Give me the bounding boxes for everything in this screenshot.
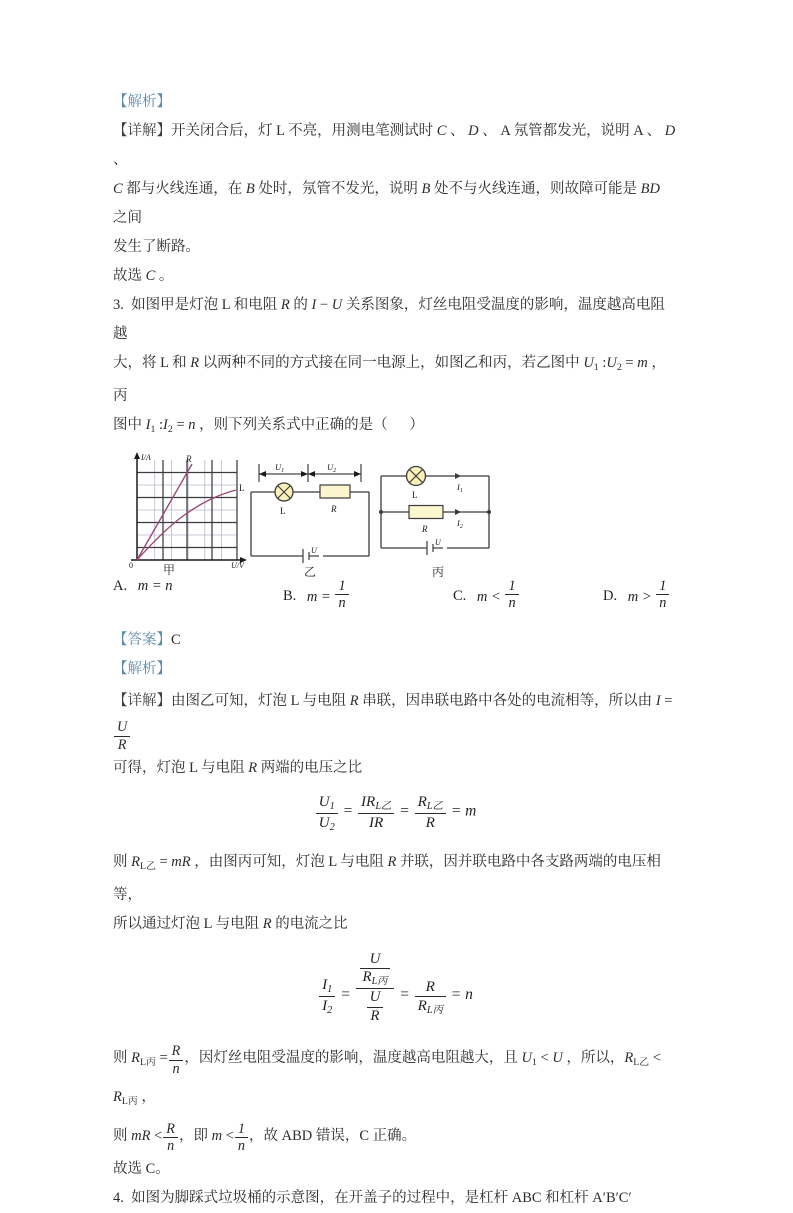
eq1-result: m	[465, 802, 477, 820]
eq2-equals-2: =	[399, 985, 410, 1003]
eq2-result: n	[465, 985, 473, 1003]
q3-detail-p4-wrap	[113, 910, 678, 939]
choice-c[interactable]	[453, 578, 520, 613]
analysis-tag: 【解析】	[113, 94, 171, 110]
page-content	[113, 88, 678, 1213]
q2-detail-line2: C 都与火线连通，在 B 处时，氖管不发光，说明 B 处不与火线连通，则故障可能是 BD 之间	[113, 181, 660, 226]
choice-d-numerator: 1	[656, 578, 669, 596]
eq4-right-denominator: n	[237, 1138, 245, 1155]
eq1-left-fraction	[316, 793, 338, 834]
choice-a-text: m = n	[137, 577, 173, 594]
curve-label-resistor: R	[186, 453, 192, 464]
eq3-fraction	[169, 1043, 184, 1078]
q3-stem-line1: 如图甲是灯泡 L 和电阻 R 的 I − U 关系图象，灯丝电阻受温度的影响，温度越高电阻越	[113, 297, 665, 342]
eq2-equals-1: =	[340, 985, 351, 1003]
voltage-label-2: $U_2$	[327, 461, 337, 474]
eq1-mid2-fraction	[415, 793, 446, 832]
x-axis-label: U/V	[231, 560, 244, 570]
eq2-inner-den-top: U	[367, 989, 384, 1008]
detail-tag: 【详解】	[113, 123, 171, 139]
eq4-right-numerator: 1	[235, 1121, 248, 1139]
eq1-mid1-den: IR	[369, 813, 384, 831]
junction-left	[379, 510, 383, 514]
q3-stem-line2-wrap	[113, 349, 678, 411]
y-axis-arrow	[134, 452, 140, 459]
q2-conclusion-wrap	[113, 262, 678, 291]
choice-c-label: C.	[453, 588, 467, 605]
origin-label: 0	[129, 560, 133, 570]
choice-d-label: D.	[603, 588, 618, 605]
choice-c-fraction	[505, 578, 518, 613]
q3-detail-p3-wrap	[113, 848, 678, 910]
dim-arrow-2	[301, 471, 308, 477]
figure-iu-graph	[113, 446, 253, 577]
choice-b-denominator: n	[338, 595, 346, 612]
parallel-circuit-svg	[371, 452, 505, 572]
q3-detail-p3: 则 $R_{L乙}$ = mR ，由图丙可知，灯泡 L 与电阻 R 并联，因并联电路中各支路两端的电压相等，	[113, 854, 661, 903]
eq1-equals-1: =	[342, 802, 354, 820]
eq1-mid1-num: $IR_{L乙}$	[358, 793, 394, 814]
q2-detail-line1: 开关闭合后，灯 L 不亮，用测电笔测试时 C 、 D 、 A 氖管都发光，说明 A 、 D 、	[113, 123, 676, 168]
choice-d-denominator: n	[659, 595, 667, 612]
q3-detail-p1-text: 由图乙可知，灯泡 L 与电阻 R 串联，因串联电路中各处的电流相等，所以由 I =	[171, 692, 673, 709]
q3-analysis-tag: 【解析】	[113, 660, 171, 677]
dim-arrow-4	[354, 471, 361, 477]
ohm-denominator: R	[117, 737, 127, 754]
choice-d-lhs: m >	[627, 588, 652, 605]
choice-d-fraction	[656, 578, 669, 613]
parallel-resistor-symbol	[409, 505, 443, 518]
choice-a[interactable]	[113, 578, 173, 595]
eq2-right-den: $R_{L丙}$	[417, 997, 443, 1017]
ohm-numerator: U	[114, 719, 130, 737]
q2-detail-line3: 发生了断路。	[113, 239, 200, 255]
choice-b-numerator: 1	[335, 578, 348, 596]
q3-detail-p6-wrap	[113, 1119, 678, 1155]
eq2-complex-fraction	[356, 951, 395, 1025]
equation-1	[113, 793, 678, 834]
figure-series-caption: 乙	[303, 564, 316, 579]
eq3-numerator: R	[169, 1043, 184, 1061]
q3-detail-p2-wrap	[113, 754, 678, 783]
figure-series-circuit	[245, 452, 375, 579]
eq2-inner-den-fraction	[367, 989, 384, 1025]
eq4-left-fraction	[163, 1121, 178, 1156]
answer-tag: 【答案】	[113, 631, 171, 648]
parallel-current-label-2: $I_2$	[457, 517, 463, 530]
eq2-left-den: $I_2$	[322, 997, 333, 1017]
dim-arrow-1	[259, 471, 266, 477]
eq2-inner-num-fraction	[360, 951, 391, 988]
q4-stem-wrap	[113, 1184, 678, 1213]
choice-c-numerator: 1	[505, 578, 518, 596]
q2-detail-paragraph	[113, 117, 678, 175]
choice-b[interactable]	[283, 578, 350, 613]
q3-stem-line1-wrap	[113, 291, 678, 349]
q3-detail-p5-lead: 则 $R_{L丙}$ =	[113, 1050, 168, 1068]
q2-conclusion: 故选 C 。	[113, 268, 174, 284]
q2-detail-line2-wrap	[113, 175, 678, 233]
eq2-left-num: $I_1$	[319, 976, 335, 997]
eq2-left-fraction	[319, 976, 335, 1017]
q3-detail-p6-mid: ，即 m <	[178, 1127, 234, 1144]
figure-graph-caption: 甲	[162, 562, 175, 577]
q3-detail-p2: 可得，灯泡 L 与电阻 R 两端的电压之比	[113, 759, 363, 776]
q4-number: 4.	[113, 1190, 124, 1207]
q2-detail-line3-wrap	[113, 233, 678, 262]
eq2-inner-den-bot: R	[370, 1007, 380, 1024]
choice-b-label: B.	[283, 588, 297, 605]
series-source-label: U	[311, 545, 317, 555]
q3-detail-p5-rest: ，因灯丝电阻受温度的影响，温度越高电阻越大，且 $U_1 < U$ ，所以，$R_{L乙} < R_{L丙}$ ，	[113, 1050, 661, 1107]
choice-b-lhs: m =	[306, 588, 331, 605]
q3-number: 3.	[113, 297, 124, 313]
q3-conclusion-wrap	[113, 1155, 678, 1184]
eq2-inner-num-top: U	[360, 951, 391, 970]
figure-parallel-circuit	[371, 452, 505, 579]
eq4-left-numerator: R	[163, 1121, 178, 1139]
answer-value: C	[171, 631, 181, 648]
q3-conclusion: 故选 C。	[113, 1161, 170, 1178]
q3-analysis-line	[113, 655, 678, 684]
eq2-equals-3: =	[450, 985, 462, 1003]
choice-a-label: A.	[113, 577, 128, 594]
eq1-mid2-num: $R_{L乙}$	[415, 793, 446, 814]
q3-detail-p4: 所以通过灯泡 L 与电阻 R 的电流之比	[113, 915, 348, 932]
equation-2	[113, 951, 678, 1025]
choice-b-fraction	[335, 578, 348, 613]
parallel-source-label: U	[435, 537, 441, 547]
voltage-label-1: $U_1$	[275, 461, 285, 474]
eq2-outer-den	[356, 989, 395, 1025]
parallel-current-label-1: $I_1$	[457, 481, 463, 494]
iu-graph-svg	[113, 446, 253, 574]
eq4-right-fraction	[235, 1121, 248, 1156]
question3-figures	[113, 446, 678, 579]
figure-parallel-caption: 丙	[431, 564, 444, 579]
y-axis-label: I/A	[141, 452, 151, 462]
parallel-resistor-label: R	[422, 523, 428, 534]
choice-c-lhs: m <	[476, 588, 501, 605]
series-lamp-label: L	[280, 505, 286, 516]
eq2-outer-num	[356, 951, 395, 989]
circuit-wires	[251, 492, 369, 556]
eq1-mid2-den: R	[425, 813, 435, 831]
eq1-equals-3: =	[450, 802, 462, 820]
eq3-denominator: n	[172, 1060, 180, 1077]
choice-d[interactable]	[603, 578, 670, 613]
eq2-inner-num-bot: $R_{L丙}$	[362, 969, 388, 988]
eq2-right-fraction	[415, 978, 446, 1017]
eq1-left-den: $U_2$	[318, 813, 335, 833]
choice-c-denominator: n	[508, 595, 516, 612]
series-resistor-label: R	[331, 503, 337, 514]
answer-choices	[113, 578, 678, 626]
current-arrow-2	[455, 509, 461, 515]
q3-stem-line2: 大，将 L 和 R 以两种不同的方式接在同一电源上，如图乙和丙，若乙图中 $U_1$ $:U_2 = m$ ，丙	[113, 355, 666, 404]
q3-detail-p5-wrap	[113, 1041, 678, 1119]
q3-detail-p6-rest: ，故 ABD 错误，C 正确。	[249, 1127, 417, 1144]
eq4-left-denominator: n	[167, 1138, 175, 1155]
q2-analysis-tag-line	[113, 88, 678, 117]
dim-arrow-3	[308, 471, 315, 477]
parallel-lamp-label: L	[412, 489, 418, 500]
current-arrow-1	[455, 473, 461, 479]
q3-detail-p6-lead: 则 mR <	[113, 1127, 163, 1144]
series-circuit-svg	[245, 452, 375, 572]
q3-stem-line3: 图中 $I_1$ $:I_2 = n$ ，则下列关系式中正确的是（ ）	[113, 416, 424, 435]
q4-stem: 如图为脚踩式垃圾桶的示意图，在开盖子的过程中，是杠杆 ABC 和杠杆 A′B′C′	[127, 1190, 632, 1207]
junction-right	[487, 510, 491, 514]
eq1-left-num: $U_1$	[316, 793, 338, 814]
ohm-law-fraction	[114, 719, 130, 754]
eq1-equals-2: =	[399, 802, 410, 820]
curve-label-lamp: L	[239, 482, 245, 493]
q3-detail-tag: 【详解】	[113, 692, 171, 709]
eq1-mid1-fraction	[358, 793, 394, 832]
resistor-line	[137, 464, 192, 560]
q3-detail-p1-wrap	[113, 684, 678, 754]
q3-answer-line	[113, 626, 678, 655]
q3-stem-line3-wrap	[113, 411, 678, 444]
eq2-right-num: R	[415, 978, 446, 997]
resistor-symbol	[320, 485, 350, 498]
